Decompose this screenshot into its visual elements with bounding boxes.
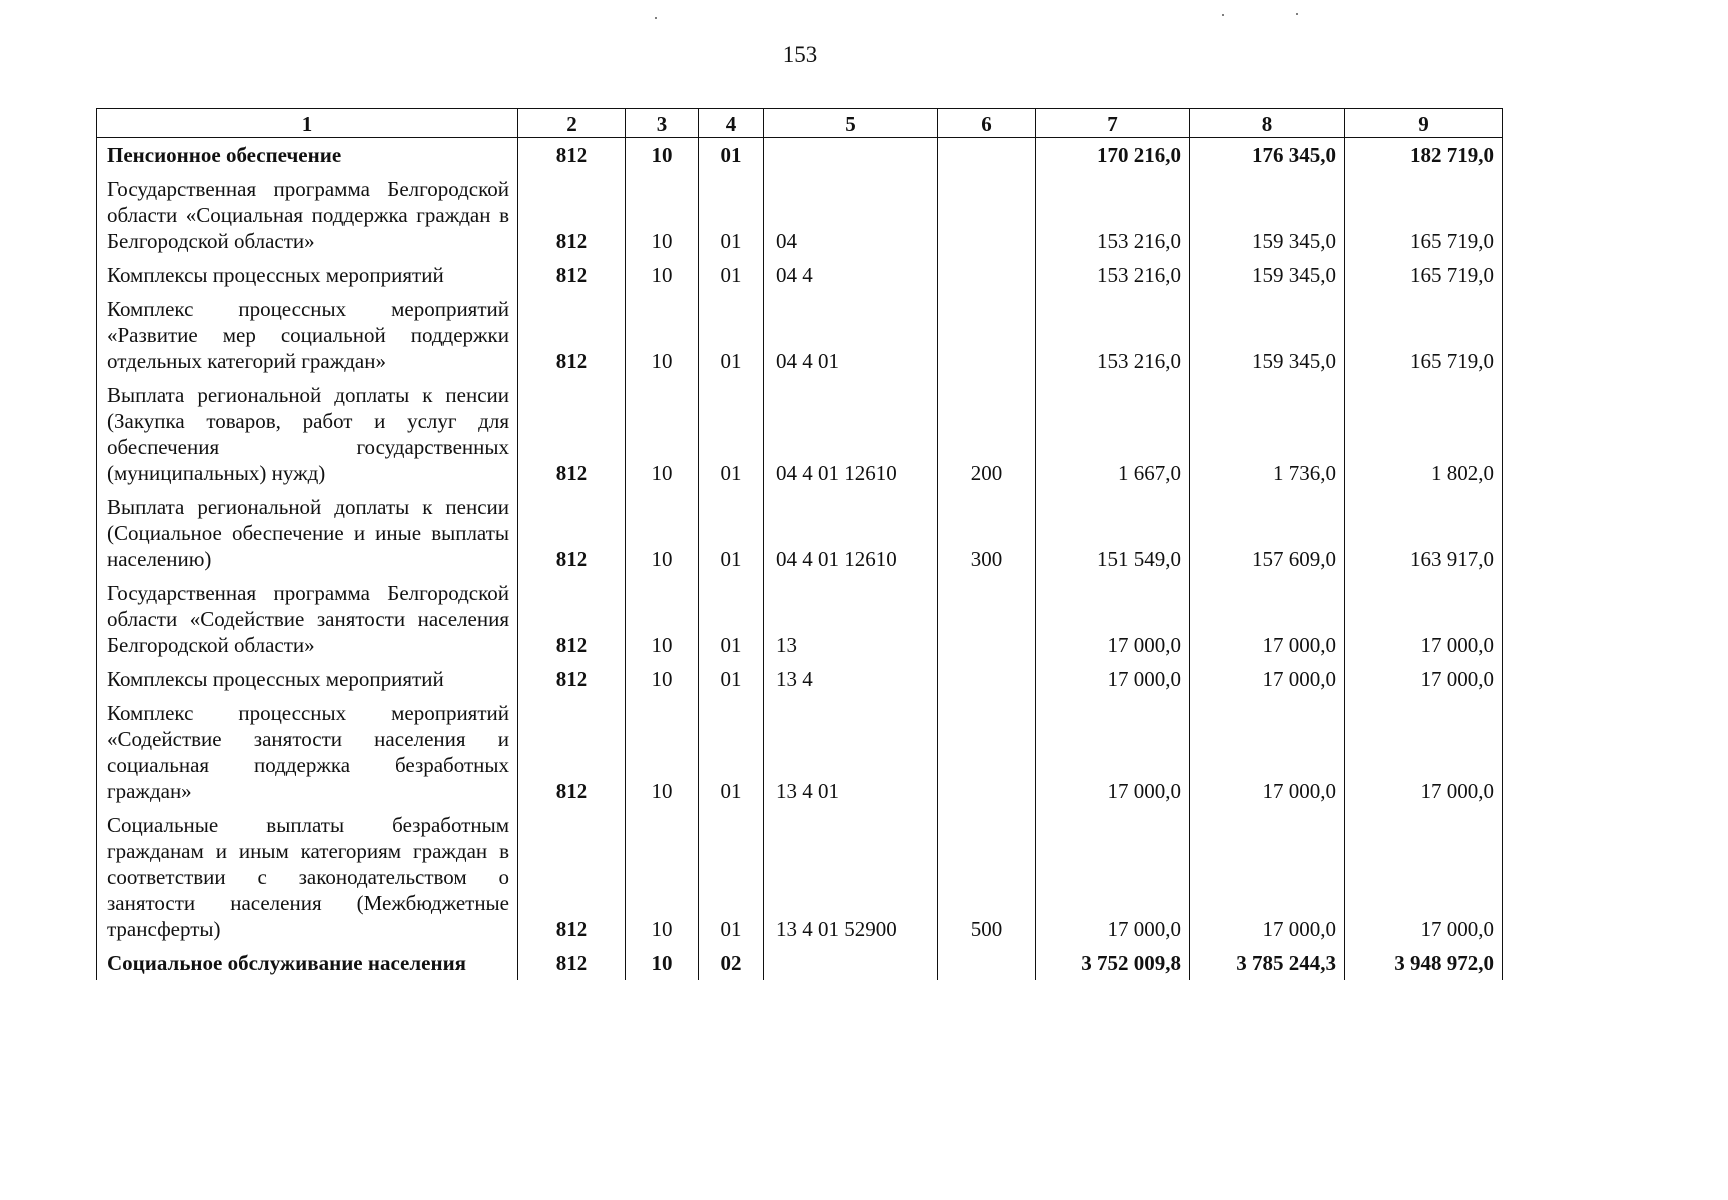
expense-type-cell	[938, 172, 1036, 258]
header-cell: 6	[938, 109, 1036, 138]
amount-year2-cell: 159 345,0	[1190, 292, 1345, 378]
section-code-cell: 10	[626, 138, 699, 173]
scan-speck	[655, 17, 657, 19]
target-article-cell: 13 4 01 52900	[764, 808, 938, 946]
ministry-code-cell: 812	[518, 292, 626, 378]
amount-year1-cell: 153 216,0	[1036, 172, 1190, 258]
amount-year2-cell: 176 345,0	[1190, 138, 1345, 173]
subsection-code-cell: 01	[699, 490, 764, 576]
ministry-code-cell: 812	[518, 258, 626, 292]
header-cell: 2	[518, 109, 626, 138]
row-name-cell: Пенсионное обеспечение	[97, 138, 518, 173]
amount-year1-cell: 17 000,0	[1036, 662, 1190, 696]
subsection-code-cell: 02	[699, 946, 764, 980]
ministry-code-cell: 812	[518, 576, 626, 662]
table-row	[97, 138, 1503, 173]
target-article-cell: 04 4 01 12610	[764, 490, 938, 576]
amount-year3-cell: 17 000,0	[1345, 662, 1503, 696]
amount-year2-cell: 157 609,0	[1190, 490, 1345, 576]
table-row	[97, 292, 1503, 378]
section-code-cell: 10	[626, 662, 699, 696]
amount-year3-cell: 182 719,0	[1345, 138, 1503, 173]
ministry-code-cell: 812	[518, 490, 626, 576]
table-body	[97, 138, 1503, 981]
table-row	[97, 662, 1503, 696]
amount-year3-cell: 1 802,0	[1345, 378, 1503, 490]
row-name-cell: Социальное обслуживание населения	[97, 946, 518, 980]
expense-type-cell: 200	[938, 378, 1036, 490]
header-cell: 7	[1036, 109, 1190, 138]
amount-year3-cell: 17 000,0	[1345, 576, 1503, 662]
amount-year3-cell: 17 000,0	[1345, 808, 1503, 946]
ministry-code-cell: 812	[518, 662, 626, 696]
row-name-cell: Комплексы процессных мероприятий	[97, 258, 518, 292]
row-name-cell: Комплекс процессных мероприятий «Развитие мер социальной поддержки отдельных категорий граждан»	[97, 292, 518, 378]
subsection-code-cell: 01	[699, 172, 764, 258]
subsection-code-cell: 01	[699, 662, 764, 696]
amount-year2-cell: 1 736,0	[1190, 378, 1345, 490]
section-code-cell: 10	[626, 490, 699, 576]
header-row	[97, 109, 1503, 138]
amount-year3-cell: 17 000,0	[1345, 696, 1503, 808]
subsection-code-cell: 01	[699, 808, 764, 946]
table-row	[97, 172, 1503, 258]
ministry-code-cell: 812	[518, 946, 626, 980]
target-article-cell: 04 4	[764, 258, 938, 292]
amount-year2-cell: 17 000,0	[1190, 662, 1345, 696]
row-name-cell: Социальные выплаты безработным гражданам и иным категориям граждан в соответствии с законодательством о занятости населения (Межбюджетные трансферты)	[97, 808, 518, 946]
section-code-cell: 10	[626, 378, 699, 490]
expense-type-cell: 500	[938, 808, 1036, 946]
expense-type-cell	[938, 946, 1036, 980]
header-cell: 5	[764, 109, 938, 138]
header-cell: 3	[626, 109, 699, 138]
amount-year2-cell: 159 345,0	[1190, 258, 1345, 292]
row-name-cell: Комплекс процессных мероприятий «Содействие занятости населения и социальная поддержка безработных граждан»	[97, 696, 518, 808]
subsection-code-cell: 01	[699, 258, 764, 292]
amount-year2-cell: 159 345,0	[1190, 172, 1345, 258]
row-name-cell: Выплата региональной доплаты к пенсии (Социальное обеспечение и иные выплаты населению)	[97, 490, 518, 576]
target-article-cell: 04 4 01 12610	[764, 378, 938, 490]
amount-year3-cell: 3 948 972,0	[1345, 946, 1503, 980]
amount-year1-cell: 170 216,0	[1036, 138, 1190, 173]
table-row	[97, 808, 1503, 946]
table-row	[97, 946, 1503, 980]
ministry-code-cell: 812	[518, 378, 626, 490]
expense-type-cell	[938, 696, 1036, 808]
header-cell: 8	[1190, 109, 1345, 138]
section-code-cell: 10	[626, 696, 699, 808]
expense-type-cell	[938, 576, 1036, 662]
section-code-cell: 10	[626, 172, 699, 258]
row-name-cell: Комплексы процессных мероприятий	[97, 662, 518, 696]
amount-year2-cell: 17 000,0	[1190, 808, 1345, 946]
subsection-code-cell: 01	[699, 378, 764, 490]
ministry-code-cell: 812	[518, 172, 626, 258]
target-article-cell: 13 4 01	[764, 696, 938, 808]
header-cell: 4	[699, 109, 764, 138]
subsection-code-cell: 01	[699, 576, 764, 662]
target-article-cell: 04 4 01	[764, 292, 938, 378]
expense-type-cell	[938, 258, 1036, 292]
section-code-cell: 10	[626, 946, 699, 980]
amount-year2-cell: 17 000,0	[1190, 696, 1345, 808]
table-row	[97, 576, 1503, 662]
target-article-cell: 13 4	[764, 662, 938, 696]
table-row	[97, 258, 1503, 292]
budget-table	[96, 108, 1503, 980]
section-code-cell: 10	[626, 576, 699, 662]
expense-type-cell	[938, 662, 1036, 696]
row-name-cell: Государственная программа Белгородской области «Содействие занятости населения Белгородской области»	[97, 576, 518, 662]
expense-type-cell	[938, 138, 1036, 173]
target-article-cell: 04	[764, 172, 938, 258]
section-code-cell: 10	[626, 258, 699, 292]
amount-year1-cell: 153 216,0	[1036, 292, 1190, 378]
subsection-code-cell: 01	[699, 138, 764, 173]
target-article-cell: 13	[764, 576, 938, 662]
ministry-code-cell: 812	[518, 138, 626, 173]
table-row	[97, 378, 1503, 490]
amount-year2-cell: 17 000,0	[1190, 576, 1345, 662]
table-row	[97, 490, 1503, 576]
page-number: 153	[782, 42, 818, 67]
target-article-cell	[764, 138, 938, 173]
expense-type-cell: 300	[938, 490, 1036, 576]
amount-year1-cell: 3 752 009,8	[1036, 946, 1190, 980]
amount-year3-cell: 165 719,0	[1345, 172, 1503, 258]
amount-year1-cell: 151 549,0	[1036, 490, 1190, 576]
section-code-cell: 10	[626, 808, 699, 946]
ministry-code-cell: 812	[518, 696, 626, 808]
section-code-cell: 10	[626, 292, 699, 378]
amount-year2-cell: 3 785 244,3	[1190, 946, 1345, 980]
subsection-code-cell: 01	[699, 292, 764, 378]
row-name-cell: Выплата региональной доплаты к пенсии (Закупка товаров, работ и услуг для обеспечения государственных (муниципальных) нужд)	[97, 378, 518, 490]
amount-year1-cell: 17 000,0	[1036, 808, 1190, 946]
header-cell: 9	[1345, 109, 1503, 138]
target-article-cell	[764, 946, 938, 980]
amount-year1-cell: 17 000,0	[1036, 696, 1190, 808]
scan-speck	[1222, 14, 1224, 16]
amount-year1-cell: 153 216,0	[1036, 258, 1190, 292]
amount-year3-cell: 165 719,0	[1345, 258, 1503, 292]
amount-year1-cell: 1 667,0	[1036, 378, 1190, 490]
header-cell: 1	[97, 109, 518, 138]
scan-speck	[1296, 13, 1298, 15]
amount-year3-cell: 165 719,0	[1345, 292, 1503, 378]
ministry-code-cell: 812	[518, 808, 626, 946]
amount-year3-cell: 163 917,0	[1345, 490, 1503, 576]
subsection-code-cell: 01	[699, 696, 764, 808]
amount-year1-cell: 17 000,0	[1036, 576, 1190, 662]
row-name-cell: Государственная программа Белгородской области «Социальная поддержка граждан в Белгородской области»	[97, 172, 518, 258]
expense-type-cell	[938, 292, 1036, 378]
table-row	[97, 696, 1503, 808]
